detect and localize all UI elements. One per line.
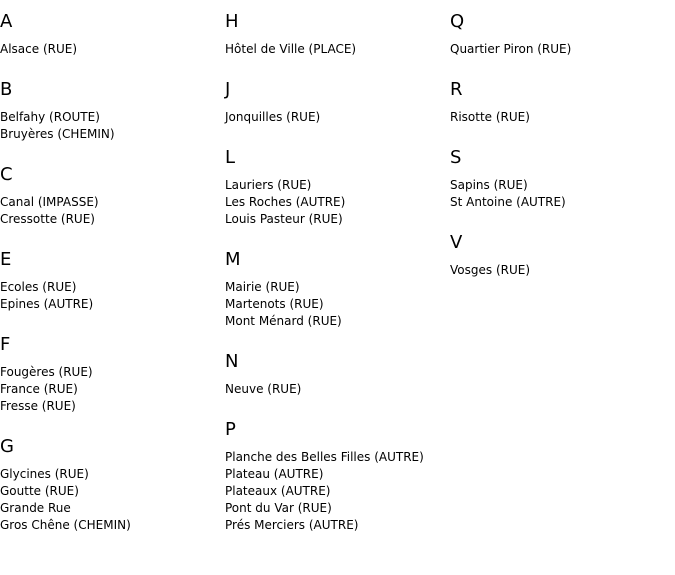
letter-group [225, 340, 450, 408]
letter-group [225, 238, 450, 340]
street-link[interactable]: Glycines (RUE) [0, 467, 89, 481]
street-link[interactable]: St Antoine (AUTRE) [450, 195, 566, 209]
group-spacer [450, 126, 675, 136]
street-link[interactable]: Mairie (RUE) [225, 280, 300, 294]
street-link[interactable]: Planche des Belles Filles (AUTRE) [225, 450, 424, 464]
group-spacer [225, 58, 450, 68]
letter-heading: R [450, 79, 463, 100]
group-spacer [450, 211, 675, 221]
street-link[interactable]: Les Roches (AUTRE) [225, 195, 346, 209]
street-link[interactable]: Sapins (RUE) [450, 178, 528, 192]
group-spacer [0, 313, 225, 323]
letter-group [0, 238, 225, 323]
letter-heading: C [0, 164, 13, 185]
letter-heading: N [225, 351, 239, 372]
street-link[interactable]: Vosges (RUE) [450, 263, 531, 277]
letter-heading: A [0, 11, 13, 32]
street-link[interactable]: Goutte (RUE) [0, 484, 79, 498]
street-link[interactable]: Canal (IMPASSE) [0, 195, 99, 209]
group-spacer [225, 398, 450, 408]
street-link[interactable]: Fougères (RUE) [0, 365, 93, 379]
group-spacer [0, 143, 225, 153]
group-spacer [225, 534, 450, 544]
street-link[interactable]: Mont Ménard (RUE) [225, 314, 342, 328]
letter-group [0, 323, 225, 425]
letter-group [0, 425, 225, 544]
letter-group [450, 221, 675, 289]
group-spacer [450, 58, 675, 68]
street-link[interactable]: Alsace (RUE) [0, 42, 78, 56]
letter-heading: L [225, 147, 236, 168]
letter-heading: H [225, 11, 239, 32]
letter-heading: V [450, 232, 463, 253]
street-link[interactable]: France (RUE) [0, 382, 78, 396]
group-spacer [450, 279, 675, 289]
street-link[interactable]: Plateau (AUTRE) [225, 467, 324, 481]
group-spacer [225, 228, 450, 238]
street-link[interactable]: Hôtel de Ville (PLACE) [225, 42, 357, 56]
group-spacer [0, 228, 225, 238]
street-link[interactable]: Grande Rue [0, 501, 71, 515]
street-link[interactable]: Quartier Piron (RUE) [450, 42, 572, 56]
letter-group [0, 153, 225, 238]
letter-group [225, 0, 450, 68]
street-link[interactable]: Neuve (RUE) [225, 382, 302, 396]
street-link[interactable]: Fresse (RUE) [0, 399, 76, 413]
letter-group [0, 0, 225, 68]
group-spacer [0, 534, 225, 544]
letter-group [225, 408, 450, 544]
group-spacer [225, 330, 450, 340]
letter-heading: S [450, 147, 462, 168]
street-link[interactable]: Martenots (RUE) [225, 297, 324, 311]
letter-heading: J [225, 79, 231, 100]
letter-heading: M [225, 249, 241, 270]
street-link[interactable]: Cressotte (RUE) [0, 212, 95, 226]
letter-heading: Q [450, 11, 465, 32]
street-link[interactable]: Jonquilles (RUE) [225, 110, 321, 124]
letter-heading: F [0, 334, 11, 355]
street-link[interactable]: Prés Merciers (AUTRE) [225, 518, 359, 532]
letter-group [450, 0, 675, 68]
street-link[interactable]: Bruyères (CHEMIN) [0, 127, 115, 141]
letter-group [225, 68, 450, 136]
letter-group [0, 68, 225, 153]
index-column [0, 0, 225, 544]
letter-group [450, 136, 675, 221]
letter-heading: G [0, 436, 14, 457]
letter-heading: B [0, 79, 13, 100]
street-link[interactable]: Belfahy (ROUTE) [0, 110, 100, 124]
index-column [225, 0, 450, 544]
group-spacer [225, 126, 450, 136]
letter-group [450, 68, 675, 136]
street-link[interactable]: Plateaux (AUTRE) [225, 484, 331, 498]
street-link[interactable]: Gros Chêne (CHEMIN) [0, 518, 131, 532]
group-spacer [0, 58, 225, 68]
letter-heading: E [0, 249, 12, 270]
letter-heading: P [225, 419, 236, 440]
street-link[interactable]: Pont du Var (RUE) [225, 501, 332, 515]
letter-group [225, 136, 450, 238]
street-link[interactable]: Risotte (RUE) [450, 110, 530, 124]
street-link[interactable]: Epines (AUTRE) [0, 297, 94, 311]
index-column [450, 0, 675, 289]
street-link[interactable]: Louis Pasteur (RUE) [225, 212, 343, 226]
group-spacer [0, 415, 225, 425]
street-link[interactable]: Ecoles (RUE) [0, 280, 77, 294]
street-link[interactable]: Lauriers (RUE) [225, 178, 312, 192]
